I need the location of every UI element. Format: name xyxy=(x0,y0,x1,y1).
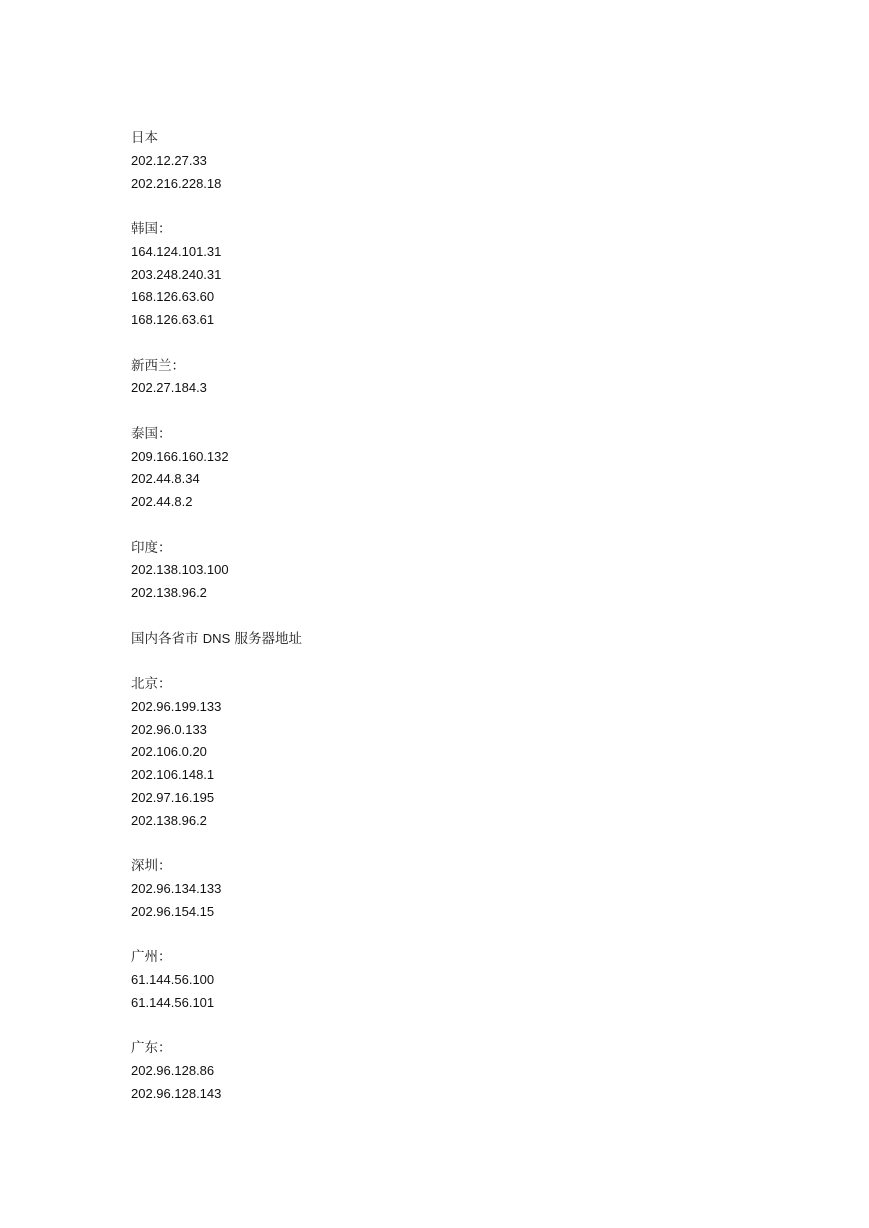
title-suffix: 服务器地址 xyxy=(230,630,303,647)
ip-address: 202.12.27.33 xyxy=(131,152,207,168)
ip-address: 202.96.0.133 xyxy=(131,721,207,737)
spacer xyxy=(131,650,731,673)
ip-address: 202.44.8.2 xyxy=(131,494,193,509)
ip-address: 168.126.63.60 xyxy=(131,289,215,305)
ip-address: 202.97.16.195 xyxy=(131,789,215,805)
spacer xyxy=(131,514,731,537)
document-body xyxy=(131,127,731,1105)
section-guangdong xyxy=(131,1037,731,1105)
ip-address: 202.44.8.34 xyxy=(131,471,200,487)
section-heading: 韩国： xyxy=(131,221,172,237)
spacer xyxy=(131,195,731,218)
spacer xyxy=(131,832,731,855)
ip-address: 209.166.160.132 xyxy=(131,448,229,464)
section-beijing xyxy=(131,673,731,832)
section-shenzhen xyxy=(131,855,731,923)
spacer xyxy=(131,332,731,355)
ip-address: 61.144.56.100 xyxy=(131,971,215,987)
spacer xyxy=(131,400,731,423)
section-heading: 北京： xyxy=(131,676,172,692)
section-japan xyxy=(131,127,731,195)
section-heading: 新西兰： xyxy=(131,357,185,374)
section-heading: 日本 xyxy=(131,130,158,146)
spacer xyxy=(131,1014,731,1037)
section-korea xyxy=(131,218,731,332)
section-guangzhou xyxy=(131,946,731,1014)
spacer xyxy=(131,605,731,628)
ip-address: 202.96.128.143 xyxy=(131,1085,222,1101)
section-heading: 印度： xyxy=(131,539,172,556)
ip-address: 61.144.56.101 xyxy=(131,994,215,1010)
section-heading: 广东： xyxy=(131,1040,172,1056)
title-prefix: 国内各省市 xyxy=(131,630,203,647)
title-dns: DNS xyxy=(202,630,231,646)
ip-address: 202.106.0.20 xyxy=(131,744,207,760)
ip-address: 202.216.228.18 xyxy=(131,175,222,191)
ip-address: 202.27.184.3 xyxy=(131,380,207,396)
ip-address: 202.96.128.86 xyxy=(131,1062,215,1078)
ip-address: 202.138.96.2 xyxy=(131,812,207,828)
ip-address: 202.138.96.2 xyxy=(131,585,207,600)
ip-address: 202.106.148.1 xyxy=(131,767,215,782)
section-heading: 泰国： xyxy=(131,425,172,442)
section-heading: 广州： xyxy=(131,949,172,965)
section-heading: 深圳： xyxy=(131,858,172,874)
section-new-zealand xyxy=(131,355,731,401)
spacer xyxy=(131,923,731,946)
domestic-dns-title xyxy=(131,628,731,651)
ip-address: 202.96.199.133 xyxy=(131,698,222,714)
ip-address: 202.96.134.133 xyxy=(131,880,222,896)
ip-address: 168.126.63.61 xyxy=(131,312,215,327)
section-india xyxy=(131,537,731,605)
ip-address: 203.248.240.31 xyxy=(131,266,222,282)
ip-address: 164.124.101.31 xyxy=(131,243,222,259)
ip-address: 202.138.103.100 xyxy=(131,562,229,578)
section-thailand xyxy=(131,423,731,514)
ip-address: 202.96.154.15 xyxy=(131,903,215,919)
